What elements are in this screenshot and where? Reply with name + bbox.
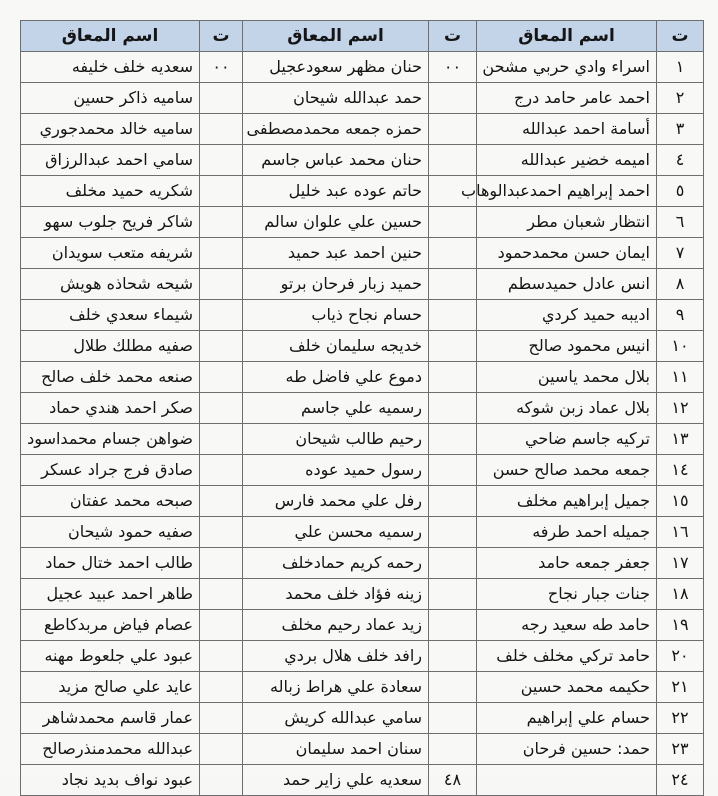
- row-name-1: جميله احمد طرفه: [477, 517, 657, 548]
- row-number-1: ٦: [657, 207, 704, 238]
- row-number-2: [429, 455, 477, 486]
- row-name-1: حامد تركي مخلف خلف: [477, 641, 657, 672]
- row-name-3: ساميه خالد محمدجوري: [21, 114, 200, 145]
- row-number-1: ١: [657, 52, 704, 83]
- row-number-3: [200, 176, 243, 207]
- table-row: [21, 83, 704, 114]
- row-name-1: احمد عامر حامد درج: [477, 83, 657, 114]
- row-name-2: حنان مظهر سعودعجيل: [243, 52, 429, 83]
- table-row: [21, 114, 704, 145]
- row-number-2: [429, 734, 477, 765]
- row-name-1: اميمه خضير عبدالله: [477, 145, 657, 176]
- row-number-1: ٢٤: [657, 765, 704, 796]
- row-number-1: ١٩: [657, 610, 704, 641]
- row-number-2: [429, 486, 477, 517]
- row-number-2: [429, 114, 477, 145]
- row-name-3: عصام فياض مربدكاطع: [21, 610, 200, 641]
- row-number-1: ١١: [657, 362, 704, 393]
- row-name-1: بلال عماد زبن شوكه: [477, 393, 657, 424]
- row-number-3: [200, 424, 243, 455]
- row-number-1: ٢١: [657, 672, 704, 703]
- row-number-2: [429, 641, 477, 672]
- row-name-2: سنان احمد سليمان: [243, 734, 429, 765]
- row-name-2: حمزه جمعه محمدمصطفى: [243, 114, 429, 145]
- table-row: [21, 486, 704, 517]
- row-name-1: اسراء وادي حربي مشحن: [477, 52, 657, 83]
- row-number-3: [200, 145, 243, 176]
- table-row: [21, 765, 704, 796]
- row-number-3: [200, 300, 243, 331]
- row-name-3: صكر احمد هندي حماد: [21, 393, 200, 424]
- row-name-2: سامي عبدالله كريش: [243, 703, 429, 734]
- header-name-2: اسم المعاق: [243, 21, 429, 52]
- row-number-1: ٥: [657, 176, 704, 207]
- row-name-3: ساميه ذاكر حسين: [21, 83, 200, 114]
- row-number-3: [200, 269, 243, 300]
- row-number-2: [429, 269, 477, 300]
- table-row: [21, 579, 704, 610]
- row-number-3: [200, 393, 243, 424]
- row-number-2: [429, 610, 477, 641]
- row-name-3: عايد علي صالح مزيد: [21, 672, 200, 703]
- row-name-1: تركيه جاسم ضاحي: [477, 424, 657, 455]
- row-number-2: [429, 300, 477, 331]
- table-row: [21, 300, 704, 331]
- row-name-1: حكيمه محمد حسين: [477, 672, 657, 703]
- row-number-3: [200, 734, 243, 765]
- row-name-3: شريفه متعب سويدان: [21, 238, 200, 269]
- table-row: [21, 548, 704, 579]
- row-number-1: ١٢: [657, 393, 704, 424]
- row-number-3: [200, 579, 243, 610]
- row-name-3: شيحه شحاذه هويش: [21, 269, 200, 300]
- row-number-2: [429, 145, 477, 176]
- table-row: [21, 424, 704, 455]
- row-name-1: جنات جبار نجاح: [477, 579, 657, 610]
- row-name-1: انيس محمود صالح: [477, 331, 657, 362]
- row-number-1: ١٧: [657, 548, 704, 579]
- row-number-3: [200, 610, 243, 641]
- row-name-2: حسام نجاح ذياب: [243, 300, 429, 331]
- row-name-2: حسين علي علوان سالم: [243, 207, 429, 238]
- row-name-2: سعادة علي هراط زباله: [243, 672, 429, 703]
- row-name-3: ضواهن جسام محمداسود: [21, 424, 200, 455]
- header-number-1: ت: [657, 21, 704, 52]
- row-name-1: [477, 765, 657, 796]
- row-number-1: ٣: [657, 114, 704, 145]
- header-number-3: ت: [200, 21, 243, 52]
- row-number-3: [200, 765, 243, 796]
- table-row: [21, 52, 704, 83]
- row-number-1: ٩: [657, 300, 704, 331]
- row-name-3: طالب احمد ختال حماد: [21, 548, 200, 579]
- row-name-2: حمد عبدالله شيحان: [243, 83, 429, 114]
- row-name-1: بلال محمد ياسين: [477, 362, 657, 393]
- row-name-2: رسميه علي جاسم: [243, 393, 429, 424]
- row-name-1: ايمان حسن محمدحمود: [477, 238, 657, 269]
- row-name-2: حاتم عوده عبد خليل: [243, 176, 429, 207]
- row-name-3: طاهر احمد عبيد عجيل: [21, 579, 200, 610]
- row-name-2: حنين احمد عبد حميد: [243, 238, 429, 269]
- table-row: [21, 610, 704, 641]
- row-name-3: صادق فرج جراد عسكر: [21, 455, 200, 486]
- row-number-1: ١٨: [657, 579, 704, 610]
- row-number-2: [429, 548, 477, 579]
- header-number-2: ت: [429, 21, 477, 52]
- table-row: [21, 455, 704, 486]
- row-number-3: [200, 238, 243, 269]
- row-name-3: صبحه محمد عفتان: [21, 486, 200, 517]
- header-name-1: اسم المعاق: [477, 21, 657, 52]
- row-number-2: [429, 424, 477, 455]
- row-name-2: خديجه سليمان خلف: [243, 331, 429, 362]
- row-number-2: [429, 672, 477, 703]
- row-name-2: سعديه علي زاير حمد: [243, 765, 429, 796]
- table-row: [21, 269, 704, 300]
- row-number-3: [200, 548, 243, 579]
- row-number-2: [429, 331, 477, 362]
- row-name-3: شاكر فريح جلوب سهو: [21, 207, 200, 238]
- row-name-1: أسامة احمد عبدالله: [477, 114, 657, 145]
- row-number-3: [200, 517, 243, 548]
- row-name-1: اديبه حميد كردي: [477, 300, 657, 331]
- row-number-3: [200, 331, 243, 362]
- row-number-1: ٢٢: [657, 703, 704, 734]
- row-number-3: [200, 672, 243, 703]
- row-name-1: حمد: حسين فرحان: [477, 734, 657, 765]
- table-row: [21, 238, 704, 269]
- row-number-2: ٠٠: [429, 52, 477, 83]
- row-name-3: شيماء سعدي خلف: [21, 300, 200, 331]
- table-row: [21, 734, 704, 765]
- table-row: [21, 362, 704, 393]
- row-name-3: عبود نواف بديد نجاد: [21, 765, 200, 796]
- table-row: [21, 393, 704, 424]
- table-body: [21, 52, 704, 796]
- row-name-3: عبود علي جلعوط مهنه: [21, 641, 200, 672]
- row-name-1: انتظار شعبان مطر: [477, 207, 657, 238]
- row-name-2: رسميه محسن علي: [243, 517, 429, 548]
- table-row: [21, 517, 704, 548]
- row-name-3: صنعه محمد خلف صالح: [21, 362, 200, 393]
- row-name-1: احمد إبراهيم احمدعبدالوهاب: [477, 176, 657, 207]
- row-number-3: [200, 362, 243, 393]
- table-row: [21, 703, 704, 734]
- row-number-3: [200, 486, 243, 517]
- row-name-1: انس عادل حميدسطم: [477, 269, 657, 300]
- row-number-2: [429, 83, 477, 114]
- row-number-3: [200, 703, 243, 734]
- row-name-2: حنان محمد عباس جاسم: [243, 145, 429, 176]
- table-row: [21, 331, 704, 362]
- row-number-2: [429, 517, 477, 548]
- row-number-2: [429, 393, 477, 424]
- row-number-2: [429, 207, 477, 238]
- row-number-2: [429, 579, 477, 610]
- row-name-2: حميد زبار فرحان برتو: [243, 269, 429, 300]
- row-number-1: ١٣: [657, 424, 704, 455]
- row-number-2: [429, 238, 477, 269]
- row-name-3: عمار قاسم محمدشاهر: [21, 703, 200, 734]
- row-name-3: صفيه مطلك طلال: [21, 331, 200, 362]
- row-name-2: رافد خلف هلال بردي: [243, 641, 429, 672]
- row-name-1: حامد طه سعيد رجه: [477, 610, 657, 641]
- row-name-1: جميل إبراهيم مخلف: [477, 486, 657, 517]
- row-number-3: [200, 83, 243, 114]
- row-number-1: ٧: [657, 238, 704, 269]
- table-row: [21, 176, 704, 207]
- row-number-1: ٢٣: [657, 734, 704, 765]
- row-name-2: رفل علي محمد فارس: [243, 486, 429, 517]
- table-row: [21, 145, 704, 176]
- row-name-2: زينه فؤاد خلف محمد: [243, 579, 429, 610]
- row-number-1: ١٦: [657, 517, 704, 548]
- table-row: [21, 641, 704, 672]
- row-number-2: [429, 703, 477, 734]
- row-name-3: صفيه حمود شيحان: [21, 517, 200, 548]
- row-number-2: [429, 362, 477, 393]
- row-name-2: رسول حميد عوده: [243, 455, 429, 486]
- row-number-1: ٨: [657, 269, 704, 300]
- row-number-3: [200, 114, 243, 145]
- row-name-1: جمعه محمد صالح حسن: [477, 455, 657, 486]
- row-number-1: ٢٠: [657, 641, 704, 672]
- row-name-3: سامي احمد عبدالرزاق: [21, 145, 200, 176]
- row-name-3: عبدالله محمدمنذرصالح: [21, 734, 200, 765]
- row-number-3: ٠٠: [200, 52, 243, 83]
- row-name-2: رحمه كريم حمادخلف: [243, 548, 429, 579]
- row-name-2: رحيم طالب شيحان: [243, 424, 429, 455]
- row-number-1: ٢: [657, 83, 704, 114]
- table-header-row: [21, 21, 704, 52]
- row-number-1: ١٥: [657, 486, 704, 517]
- disabled-persons-table: [20, 20, 704, 796]
- row-name-2: دموع علي فاضل طه: [243, 362, 429, 393]
- row-name-3: شكريه حميد مخلف: [21, 176, 200, 207]
- row-number-1: ١٤: [657, 455, 704, 486]
- row-name-2: زيد عماد رحيم مخلف: [243, 610, 429, 641]
- table-row: [21, 672, 704, 703]
- row-name-1: جعفر جمعه حامد: [477, 548, 657, 579]
- table-row: [21, 207, 704, 238]
- row-name-1: حسام علي إبراهيم: [477, 703, 657, 734]
- row-number-3: [200, 641, 243, 672]
- header-name-3: اسم المعاق: [21, 21, 200, 52]
- row-number-1: ٤: [657, 145, 704, 176]
- row-number-2: ٤٨: [429, 765, 477, 796]
- row-number-3: [200, 455, 243, 486]
- row-number-3: [200, 207, 243, 238]
- row-name-3: سعديه خلف خليفه: [21, 52, 200, 83]
- row-number-1: ١٠: [657, 331, 704, 362]
